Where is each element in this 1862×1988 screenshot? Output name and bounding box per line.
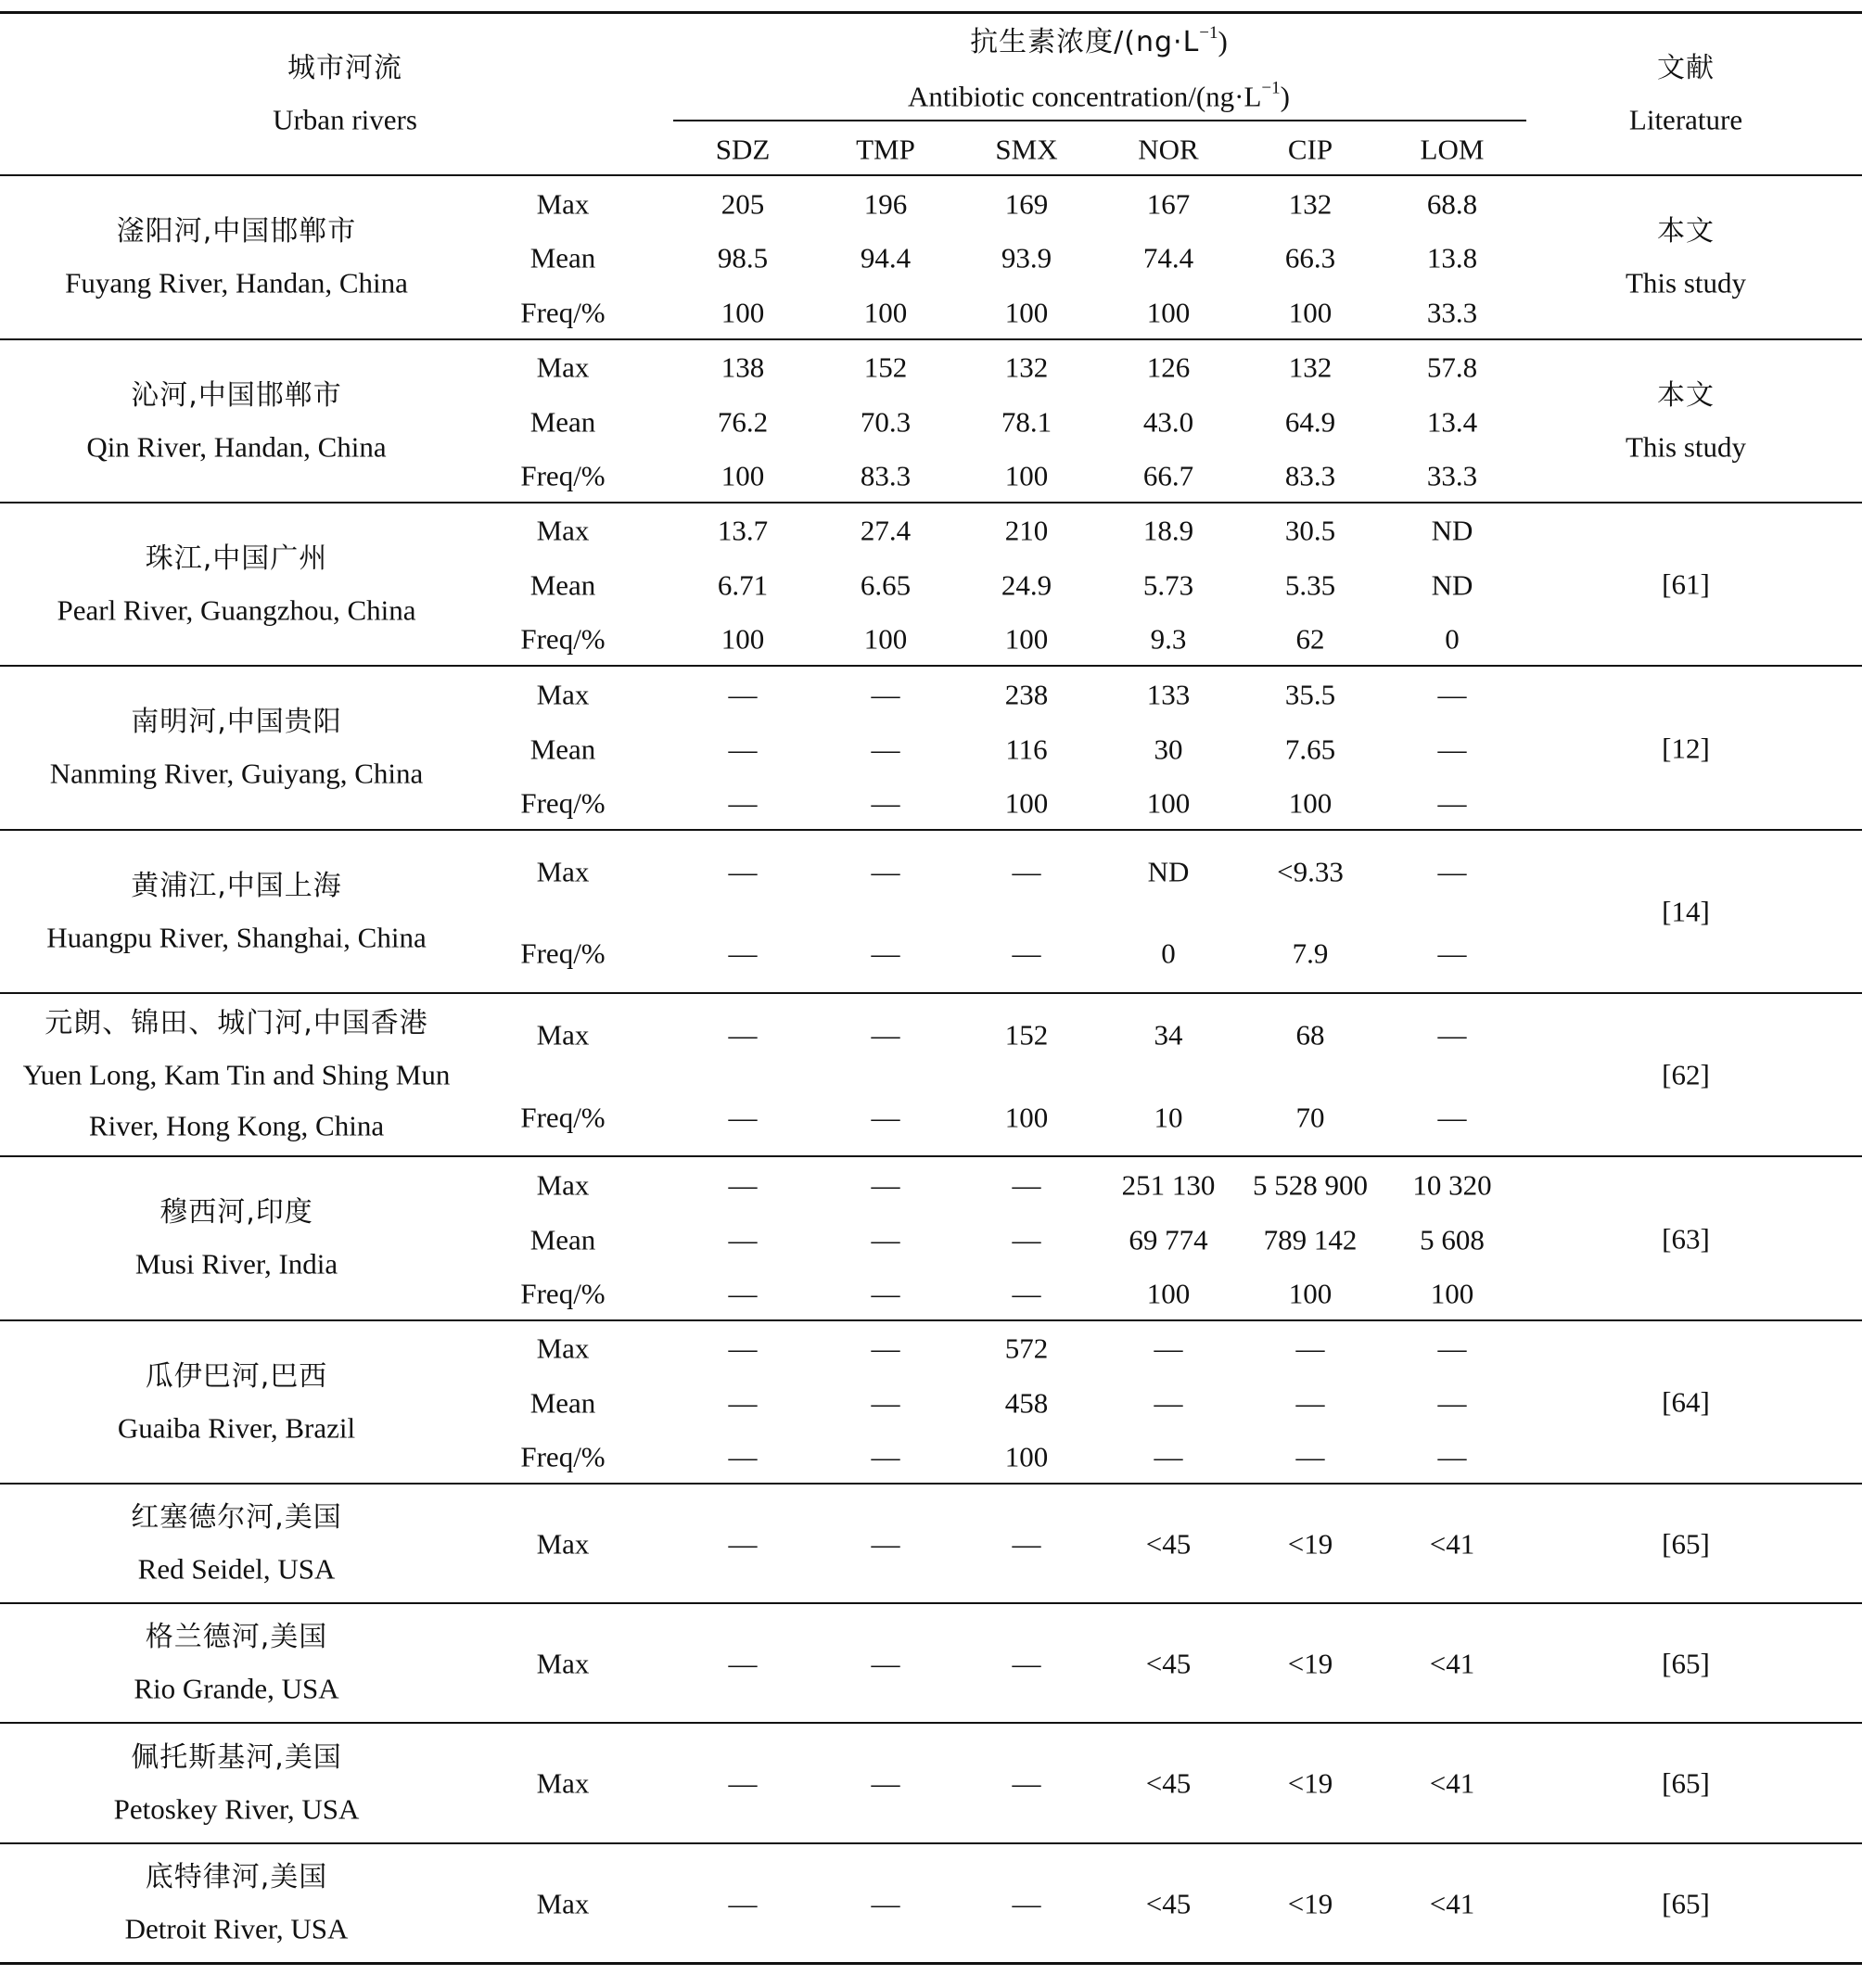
value-cell: 30 [1154,733,1183,766]
stat-label: Max [536,1647,590,1680]
value-cell: 68 [1295,1018,1325,1051]
value-cell: 76.2 [717,405,769,439]
river-name-zh: 黄浦江,中国上海 [131,869,342,902]
value-cell: <41 [1429,1527,1475,1561]
row-group-rule [0,1483,1862,1485]
value-cell: — [871,1647,900,1680]
value-cell: 5.73 [1142,568,1194,602]
value-cell: 205 [721,187,765,221]
value-cell: — [1437,678,1467,711]
value-cell: — [1012,1647,1041,1680]
literature-ref: [65] [1662,1527,1710,1560]
value-cell: 572 [1004,1332,1049,1365]
value-cell: 167 [1146,187,1191,221]
stat-label: Freq/% [520,622,606,656]
value-cell: 5 608 [1420,1223,1485,1256]
river-name-en: Yuen Long, Kam Tin and Shing Mun [22,1058,451,1091]
literature-ref: [61] [1662,567,1710,601]
row-group-rule [0,1155,1862,1157]
stat-label: Freq/% [520,1440,606,1473]
value-cell: 100 [1288,786,1333,820]
value-cell: — [728,733,758,766]
value-cell: <19 [1287,1887,1333,1920]
river-name-en: Petoskey River, USA [113,1792,360,1825]
value-cell: 33.3 [1426,296,1478,329]
header-river-zh: 城市河流 [287,52,402,84]
value-cell: — [1437,1332,1467,1365]
value-cell: — [728,1018,758,1051]
value-cell: 132 [1288,350,1333,384]
value-cell: <19 [1287,1527,1333,1561]
value-cell: ND [1147,855,1190,888]
value-cell: 100 [721,296,765,329]
value-cell: 9.3 [1150,622,1187,656]
row-group-rule [0,829,1862,831]
value-cell: — [728,1332,758,1365]
value-cell: — [1012,937,1041,970]
stat-label: Mean [529,733,596,766]
river-name-en: Fuyang River, Handan, China [65,266,408,299]
value-cell: 27.4 [860,514,912,547]
literature-ref: [65] [1662,1766,1710,1800]
value-cell: — [1012,1277,1041,1310]
stat-label: Max [536,855,590,888]
value-cell: <41 [1429,1766,1475,1800]
value-cell: 100 [1004,459,1049,492]
literature-ref: [12] [1662,732,1710,764]
river-name-en: River, Hong Kong, China [88,1109,385,1142]
value-cell: — [1437,786,1467,820]
value-cell: — [1437,1386,1467,1420]
value-cell: 7.9 [1292,937,1329,970]
stat-label: Mean [529,1223,596,1256]
value-cell: — [1154,1440,1183,1473]
river-name-zh: 瓜伊巴河,巴西 [145,1359,328,1393]
literature-ref: [65] [1662,1647,1710,1679]
value-cell: 57.8 [1426,350,1478,384]
river-name-en: Detroit River, USA [124,1912,349,1945]
stat-label: Mean [529,568,596,602]
value-cell: — [1154,1332,1183,1365]
value-cell: — [728,1386,758,1420]
river-name-en: Musi River, India [134,1247,338,1281]
value-cell: 66.7 [1142,459,1194,492]
literature-ref: [62] [1662,1058,1710,1091]
value-cell: 132 [1288,187,1333,221]
value-cell: 100 [1004,296,1049,329]
value-cell: 43.0 [1142,405,1194,439]
value-cell: 70.3 [860,405,912,439]
value-cell: 238 [1004,678,1049,711]
value-cell: 78.1 [1001,405,1052,439]
value-cell: 35.5 [1284,678,1336,711]
literature-ref: 本文 [1657,378,1715,412]
value-cell: 18.9 [1142,514,1194,547]
header-literature-zh: 文献 [1657,52,1715,84]
value-cell: 100 [1430,1277,1474,1310]
value-cell: 64.9 [1284,405,1336,439]
value-cell: 169 [1004,187,1049,221]
header-concentration-en: Antibiotic concentration/$(ng\cdot L^{-1})$ [908,78,1290,113]
value-cell: 196 [863,187,908,221]
header-literature-en: Literature [1628,103,1743,136]
value-cell: 62 [1295,622,1325,656]
value-cell: 93.9 [1001,241,1052,274]
col-header-cip: CIP [1287,133,1333,166]
value-cell: — [728,937,758,970]
value-cell: 7.65 [1284,733,1336,766]
col-header-lom: LOM [1420,133,1485,166]
value-cell: — [871,1386,900,1420]
river-name-zh: 底特律河,美国 [145,1861,328,1893]
value-cell: <41 [1429,1647,1475,1680]
river-name-en: Nanming River, Guiyang, China [49,757,424,790]
value-cell: — [871,786,900,820]
stat-label: Max [536,350,590,384]
stat-label: Mean [529,241,596,274]
literature-ref: [63] [1662,1222,1710,1255]
value-cell: — [728,678,758,711]
value-cell: — [871,1277,900,1310]
value-cell: — [728,1766,758,1800]
value-cell: — [1437,855,1467,888]
value-cell: 98.5 [717,241,769,274]
river-name-zh: 红塞德尔河,美国 [131,1501,342,1534]
row-group-rule [0,992,1862,994]
value-cell: — [871,937,900,970]
value-cell: — [871,1440,900,1473]
value-cell: 30.5 [1284,514,1336,547]
value-cell: 10 320 [1412,1168,1492,1202]
value-cell: — [871,1223,900,1256]
value-cell: 100 [1146,1277,1191,1310]
col-header-tmp: TMP [856,133,915,166]
river-name-zh: 沁河,中国邯郸市 [131,378,342,412]
value-cell: 100 [1004,622,1049,656]
value-cell: — [728,1647,758,1680]
value-cell: — [728,1168,758,1202]
header-sub-rule [673,120,1526,121]
stat-label: Max [536,678,590,711]
river-name-zh: 格兰德河,美国 [145,1621,328,1653]
value-cell: 0 [1161,937,1176,970]
value-cell: — [871,1527,900,1561]
value-cell: 100 [1288,296,1333,329]
stat-label: Freq/% [520,459,606,492]
value-cell: <9.33 [1277,855,1344,888]
value-cell: 789 142 [1263,1223,1358,1256]
value-cell: — [1154,1386,1183,1420]
stat-label: Freq/% [520,296,606,329]
literature-ref: [64] [1662,1385,1710,1419]
value-cell: 100 [1146,786,1191,820]
river-name-en: Rio Grande, USA [134,1672,339,1705]
value-cell: — [871,1766,900,1800]
value-cell: — [728,786,758,820]
value-cell: — [1437,733,1467,766]
value-cell: 74.4 [1142,241,1194,274]
value-cell: 70 [1295,1101,1325,1134]
river-name-zh: 穆西河,印度 [159,1196,313,1229]
value-cell: — [871,1887,900,1920]
value-cell: 100 [1146,296,1191,329]
value-cell: — [871,678,900,711]
literature-ref: This study [1625,430,1747,463]
value-cell: — [1012,855,1041,888]
value-cell: — [871,1332,900,1365]
value-cell: — [871,733,900,766]
river-name-zh: 元朗、锦田、城门河,中国香港 [45,1007,428,1039]
value-cell: — [1012,1527,1041,1561]
stat-label: Freq/% [520,937,606,970]
value-cell: 68.8 [1426,187,1478,221]
literature-ref: [65] [1662,1887,1710,1919]
river-name-zh: 佩托斯基河,美国 [131,1740,342,1774]
value-cell: — [1012,1223,1041,1256]
value-cell: 69 774 [1129,1223,1208,1256]
value-cell: 100 [721,459,765,492]
stat-label: Max [536,1527,590,1561]
value-cell: 458 [1004,1386,1049,1420]
stat-label: Max [536,1332,590,1365]
stat-label: Mean [529,1386,596,1420]
value-cell: 210 [1004,514,1049,547]
value-cell: — [728,1887,758,1920]
value-cell: 100 [1288,1277,1333,1310]
row-group-rule [0,1319,1862,1321]
value-cell: — [728,1527,758,1561]
river-name-zh: 滏阳河,中国邯郸市 [116,215,357,248]
river-name-en: Red Seidel, USA [137,1552,336,1586]
value-cell: 83.3 [860,459,912,492]
value-cell: 66.3 [1284,241,1336,274]
value-cell: 6.71 [717,568,769,602]
value-cell: 24.9 [1001,568,1052,602]
value-cell: — [1012,1168,1041,1202]
literature-ref: This study [1625,266,1747,299]
header-river-en: Urban rivers [273,103,417,136]
river-name-en: Huangpu River, Shanghai, China [46,921,427,953]
river-name-en: Qin River, Handan, China [86,430,387,463]
value-cell: — [1012,1887,1041,1920]
header-bottom-rule [0,174,1862,176]
value-cell: 33.3 [1426,459,1478,492]
value-cell: ND [1431,568,1473,602]
row-group-rule [0,502,1862,503]
value-cell: 100 [1004,1101,1049,1134]
river-name-zh: 南明河,中国贵阳 [131,706,342,738]
value-cell: — [871,1101,900,1134]
col-header-smx: SMX [995,133,1058,166]
stat-label: Max [536,1018,590,1051]
value-cell: 116 [1005,733,1048,766]
value-cell: 100 [1004,786,1049,820]
value-cell: — [728,1223,758,1256]
value-cell: 251 130 [1121,1168,1216,1202]
value-cell: — [728,1440,758,1473]
row-group-rule [0,1722,1862,1724]
value-cell: 0 [1445,622,1460,656]
value-cell: — [871,1168,900,1202]
value-cell: 138 [721,350,765,384]
value-cell: — [728,855,758,888]
value-cell: 94.4 [860,241,912,274]
value-cell: — [1012,1766,1041,1800]
stat-label: Max [536,187,590,221]
stat-label: Max [536,1766,590,1800]
row-group-rule [0,338,1862,340]
value-cell: — [728,1101,758,1134]
value-cell: — [728,1277,758,1310]
value-cell: 152 [863,350,908,384]
value-cell: <45 [1145,1766,1192,1800]
value-cell: 5.35 [1284,568,1336,602]
table-top-rule [0,11,1862,14]
stat-label: Freq/% [520,786,606,820]
value-cell: — [1437,937,1467,970]
value-cell: ND [1431,514,1473,547]
value-cell: 13.4 [1426,405,1478,439]
value-cell: 6.65 [860,568,912,602]
stat-label: Max [536,1168,590,1202]
value-cell: 126 [1146,350,1191,384]
row-group-rule [0,1842,1862,1844]
river-name-zh: 珠江,中国广州 [145,542,328,575]
value-cell: 83.3 [1284,459,1336,492]
stat-label: Freq/% [520,1101,606,1134]
value-cell: 5 528 900 [1253,1168,1368,1202]
river-name-en: Pearl River, Guangzhou, China [57,593,416,626]
table-bottom-rule [0,1962,1862,1965]
value-cell: 13.8 [1426,241,1478,274]
value-cell: 100 [721,622,765,656]
stat-label: Mean [529,405,596,439]
literature-ref: [14] [1662,895,1710,928]
value-cell: 100 [863,296,908,329]
value-cell: <45 [1145,1887,1192,1920]
stat-label: Max [536,514,590,547]
col-header-sdz: SDZ [715,133,771,166]
value-cell: 10 [1154,1101,1183,1134]
header-concentration-zh: 抗生素浓度$/(ng\cdot L^{-1})$ [970,23,1228,58]
value-cell: 152 [1004,1018,1049,1051]
value-cell: 34 [1154,1018,1183,1051]
value-cell: — [871,1018,900,1051]
value-cell: <19 [1287,1766,1333,1800]
value-cell: — [1437,1101,1467,1134]
value-cell: <45 [1145,1647,1192,1680]
value-cell: <41 [1429,1887,1475,1920]
river-name-en: Guaiba River, Brazil [117,1411,356,1444]
value-cell: — [1295,1332,1325,1365]
value-cell: 132 [1004,350,1049,384]
value-cell: 13.7 [717,514,769,547]
value-cell: <45 [1145,1527,1192,1561]
value-cell: — [1295,1440,1325,1473]
row-group-rule [0,665,1862,667]
literature-ref: 本文 [1657,215,1715,248]
value-cell: — [1437,1440,1467,1473]
value-cell: 133 [1146,678,1191,711]
value-cell: <19 [1287,1647,1333,1680]
value-cell: 100 [863,622,908,656]
value-cell: 100 [1004,1440,1049,1473]
value-cell: — [1295,1386,1325,1420]
value-cell: — [871,855,900,888]
stat-label: Max [536,1887,590,1920]
stat-label: Freq/% [520,1277,606,1310]
row-group-rule [0,1602,1862,1604]
col-header-nor: NOR [1138,133,1199,166]
value-cell: — [1437,1018,1467,1051]
